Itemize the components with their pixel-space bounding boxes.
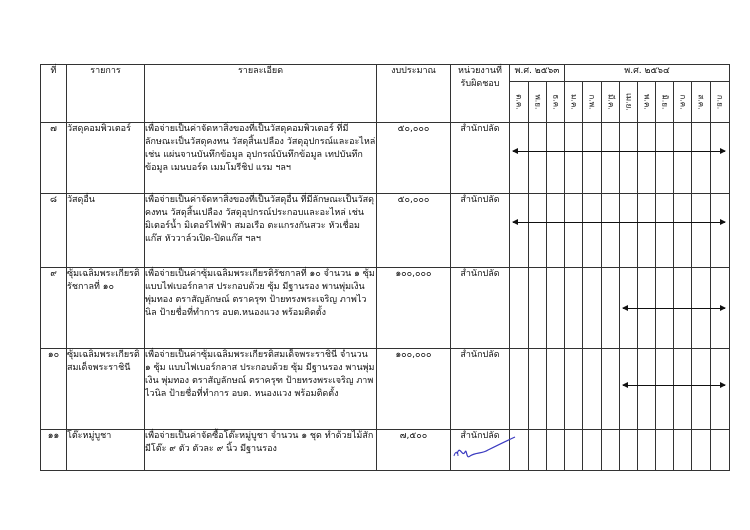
cell-item: โต๊ะหมู่บูชา	[67, 430, 145, 471]
month-header	[656, 82, 674, 123]
cell-detail: เพื่อจ่ายเป็นค่าจัดหาสิ่งของที่เป็นวัสดุคอมพิวเตอร์ ที่มีลักษณะเป็นวัสดุคงทน วัสดุสิ้นเปลือง วัสดุอุปกรณ์และอะไหล่ เช่น แผ่นจานบันทึกข้อมูล อุปกรณ์บันทึกข้อมูล เทปบันทึกข้อมูล เมนบอร์ด เมมโมรีชิป แรม ฯลฯ	[145, 123, 377, 194]
month-cell	[656, 349, 674, 430]
month-label: ก.ค.	[678, 94, 687, 110]
cell-no: ๗	[41, 123, 67, 194]
cell-item: ซุ้มเฉลิมพระเกียรติสมเด็จพระราชินี	[67, 349, 145, 430]
month-label: ก.พ.	[587, 94, 597, 110]
month-cell	[674, 194, 692, 268]
month-label: ธ.ค.	[551, 94, 560, 110]
month-cell	[510, 123, 529, 194]
month-cell	[529, 194, 547, 268]
month-cell	[510, 194, 529, 268]
month-cell	[583, 123, 602, 194]
month-cell	[547, 194, 565, 268]
month-cell	[692, 349, 711, 430]
month-label: มิ.ย.	[660, 94, 669, 110]
timeline-arrow	[513, 151, 725, 152]
month-cell	[711, 349, 730, 430]
month-cell	[583, 268, 602, 349]
month-cell	[638, 123, 656, 194]
month-label: พ.ค.	[642, 94, 651, 110]
cell-budget: ๕๐,๐๐๐	[377, 123, 451, 194]
cell-unit: สำนักปลัด	[451, 349, 510, 430]
month-cell	[602, 349, 620, 430]
month-header	[674, 82, 692, 123]
month-label: มี.ค.	[606, 94, 615, 110]
cell-unit: สำนักปลัด	[451, 123, 510, 194]
cell-budget: ๕๐,๐๐๐	[377, 194, 451, 268]
month-cell	[529, 349, 547, 430]
cell-no: ๘	[41, 194, 67, 268]
cell-item: วัสดุคอมพิวเตอร์	[67, 123, 145, 194]
month-label: เม.ย.	[624, 93, 633, 111]
month-cell	[529, 430, 547, 471]
header-unit: หน่วยงานที่ รับผิดชอบ	[451, 65, 510, 123]
table-row	[41, 268, 730, 349]
month-cell	[692, 123, 711, 194]
month-cell	[711, 430, 730, 471]
month-label: ต.ค.	[514, 94, 524, 110]
cell-no: ๑๐	[41, 349, 67, 430]
cell-detail: เพื่อจ่ายเป็นค่าซุ้มเฉลิมพระเกียรติสมเด็จพระราชินี จำนวน ๑ ซุ้ม แบบไฟเบอร์กลาส ประกอบด้วย ซุ้ม มีฐานรอง พานพุ่มเงิน พุ่มทอง ตราสัญลักษณ์ ตราครุฑ ป้ายทรงพระเจริญ ภาพไวนิล ป้ายชื่อที่ทำการ อบต. หนองแวง พร้อมติดตั้ง	[145, 349, 377, 430]
table-row	[41, 430, 730, 471]
month-header	[638, 82, 656, 123]
month-label: ม.ค.	[569, 94, 578, 110]
month-cell	[602, 430, 620, 471]
month-header	[510, 82, 529, 123]
table-row	[41, 194, 730, 268]
month-cell	[711, 194, 730, 268]
month-cell	[583, 430, 602, 471]
month-cell	[583, 349, 602, 430]
month-cell	[692, 430, 711, 471]
timeline-arrow	[623, 308, 725, 309]
cell-unit: สำนักปลัด	[451, 268, 510, 349]
month-cell	[620, 430, 638, 471]
table-body	[41, 123, 730, 471]
cell-detail: เพื่อจ่ายเป็นค่าจัดหาสิ่งของที่เป็นวัสดุอื่น ที่มีลักษณะเป็นวัสดุคงทน วัสดุสิ้นเปลือง วัสดุอุปกรณ์ประกอบและอะไหล่ เช่น มิเตอร์น้ำ มิเตอร์ไฟฟ้า สมอเรือ ตะแกรงกันสวะ หัวเชื่อมแก๊ส หัววาล์วเปิด-ปิดแก๊ส ฯลฯ	[145, 194, 377, 268]
month-cell	[565, 268, 583, 349]
month-header	[620, 82, 638, 123]
month-cell	[565, 194, 583, 268]
month-cell	[547, 430, 565, 471]
month-cell	[602, 268, 620, 349]
table-row	[41, 349, 730, 430]
month-header	[547, 82, 565, 123]
month-header	[529, 82, 547, 123]
month-cell	[547, 268, 565, 349]
month-cell	[529, 268, 547, 349]
month-cell	[711, 123, 730, 194]
timeline-arrow	[623, 385, 725, 386]
month-cell	[620, 194, 638, 268]
month-header	[565, 82, 583, 123]
month-cell	[620, 123, 638, 194]
cell-budget: ๑๐๐,๐๐๐	[377, 268, 451, 349]
month-cell	[638, 349, 656, 430]
table-row	[41, 123, 730, 194]
cell-no: ๑๑	[41, 430, 67, 471]
month-cell	[638, 430, 656, 471]
month-cell	[674, 430, 692, 471]
month-label: ก.ย.	[715, 94, 725, 110]
month-header	[583, 82, 602, 123]
cell-unit: สำนักปลัด	[451, 194, 510, 268]
month-cell	[547, 123, 565, 194]
cell-no: ๙	[41, 268, 67, 349]
header-detail: รายละเอียด	[145, 65, 377, 123]
month-label: ส.ค.	[696, 94, 706, 110]
month-cell	[620, 268, 638, 349]
handwritten-signature	[452, 432, 522, 464]
cell-detail: เพื่อจ่ายเป็นค่าซุ้มเฉลิมพระเกียรติรัชกาลที่ ๑๐ จำนวน ๑ ซุ้ม แบบไฟเบอร์กลาส ประกอบด้วย ซุ้ม มีฐานรอง พานพุ่มเงิน พุ่มทอง ตราสัญลักษณ์ ตราครุฑ ป้ายทรงพระเจริญ ภาพไวนิล ป้ายชื่อที่ทำการ อบต.หนองแวง พร้อมติดตั้ง	[145, 268, 377, 349]
month-cell	[565, 430, 583, 471]
month-header	[711, 82, 730, 123]
header-item: รายการ	[67, 65, 145, 123]
header-budget: งบประมาณ	[377, 65, 451, 123]
month-cell	[602, 123, 620, 194]
header-year-2563: พ.ศ. ๒๕๖๓	[510, 65, 565, 82]
month-header	[602, 82, 620, 123]
month-cell	[547, 349, 565, 430]
cell-budget: ๗,๕๐๐	[377, 430, 451, 471]
cell-item: วัสดุอื่น	[67, 194, 145, 268]
month-cell	[656, 194, 674, 268]
procurement-plan-table	[40, 64, 730, 471]
month-cell	[565, 123, 583, 194]
header-year-2564: พ.ศ. ๒๕๖๔	[565, 65, 730, 82]
month-cell	[529, 123, 547, 194]
header-no: ที่	[41, 65, 67, 123]
month-label: พ.ย.	[533, 94, 542, 110]
month-header	[692, 82, 711, 123]
month-cell	[510, 349, 529, 430]
cell-detail: เพื่อจ่ายเป็นค่าจัดซื้อโต๊ะหมู่บูชา จำนวน ๑ ชุด ทำด้วยไม้สัก มีโต๊ะ ๙ ตัว ตัวละ ๙ นิ้ว มีฐานรอง	[145, 430, 377, 471]
cell-unit: สำนักปลัด	[451, 430, 510, 471]
month-cell	[620, 349, 638, 430]
month-cell	[510, 268, 529, 349]
month-cell	[674, 123, 692, 194]
month-cell	[583, 194, 602, 268]
month-cell	[656, 430, 674, 471]
cell-item: ซุ้มเฉลิมพระเกียรติรัชกาลที่ ๑๐	[67, 268, 145, 349]
timeline-arrow	[513, 222, 725, 223]
month-cell	[656, 123, 674, 194]
month-cell	[674, 349, 692, 430]
cell-budget: ๑๐๐,๐๐๐	[377, 349, 451, 430]
month-cell	[638, 194, 656, 268]
month-cell	[602, 194, 620, 268]
month-cell	[692, 194, 711, 268]
month-cell	[565, 349, 583, 430]
